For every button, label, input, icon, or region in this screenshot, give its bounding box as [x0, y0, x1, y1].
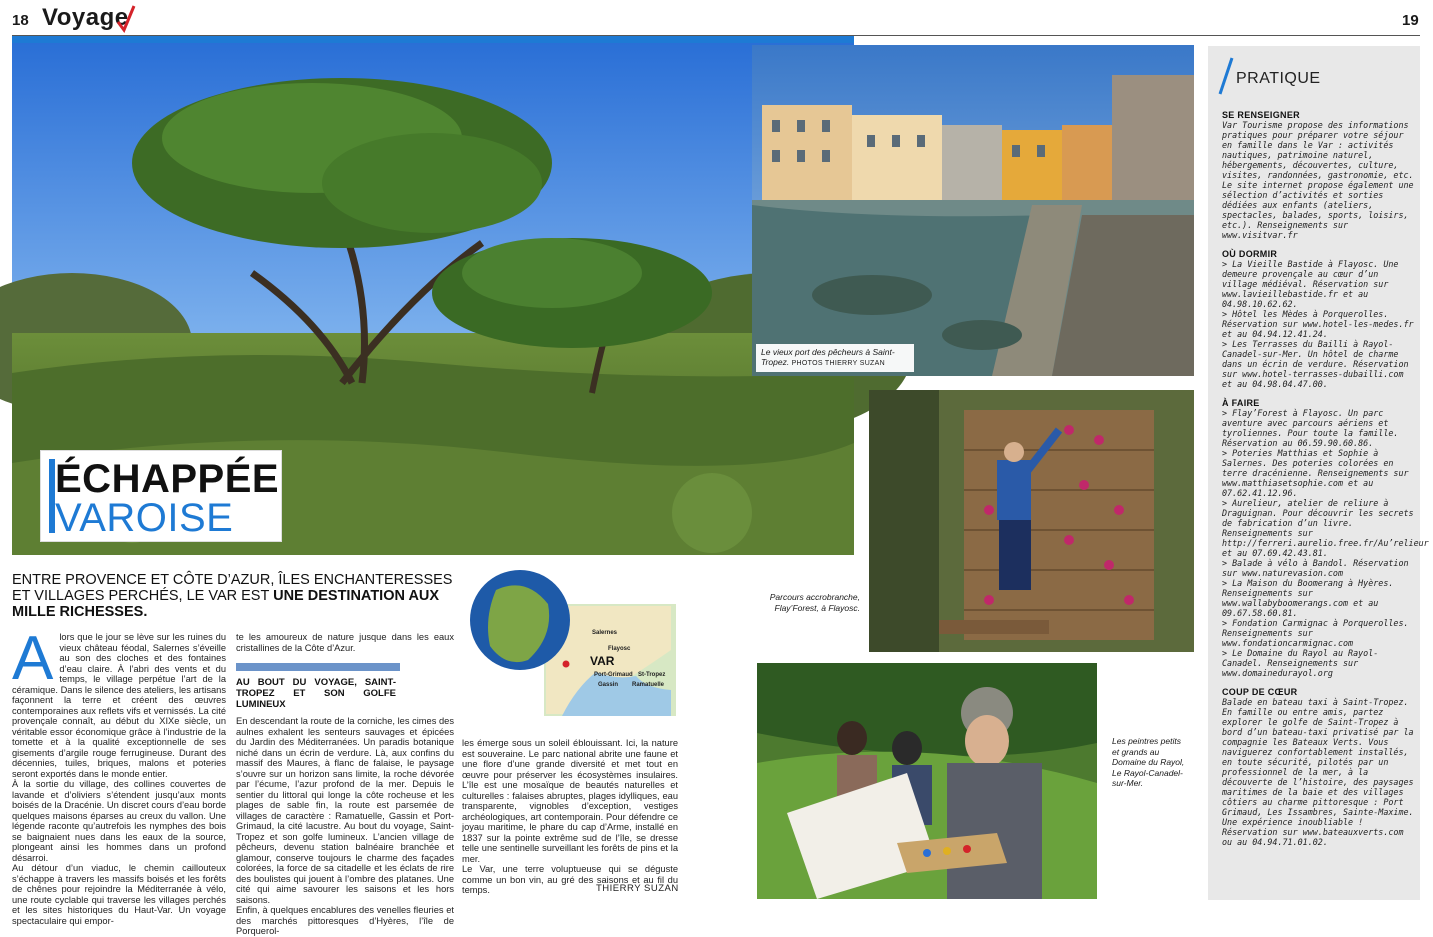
article-paragraph-4: te les amoureux de nature jusque dans les eaux cristallines de la Côte d’Azur.: [236, 632, 454, 653]
standfirst-normal: ENTRE PROVENCE ET CÔTE D’AZUR, ÎLES ENCHANTERESSES ET VILLAGES PERCHÉS, LE VAR EST: [12, 572, 453, 604]
section-text-info: Var Tourisme propose des informations pratiques pour préparer votre séjour en famille dans le Var : activités nautiques, patrimoine naturel, hébergements, découvertes, culture, visites, randonnées, gastronomie, etc. Le site internet propose également une sélection d’activités et sorties dédiées aux enfants (ateliers, spectacles, balades, sports, loisirs, etc.). Renseignements sur www.visitvar.fr: [1222, 120, 1414, 240]
article-paragraph-7: les émerge sous un soleil éblouissant. Ici, la nature est souveraine. Le parc national abrite une faune et une flore d’une grande diversité et met tout en œuvre pour préserver les écosystèmes insulaires. L’île est une mosaïque de beautés naturelles et culturelles : falaises abruptes, plages idylliques, eau transparente, vignobles d’exception, vestiges archéologiques, art contemporain. Pour défendre ce joyau maritime, le phare du cap d’Arme, installé en 1837 sur la pointe extrême sud de l’île, se dresse telle une sentinelle surveillant les forêts de pins et la mer.: [462, 738, 678, 864]
map-town-port-grimaud: Port-Grimaud: [594, 672, 633, 678]
map-town-salernes: Salernes: [592, 630, 618, 636]
drop-cap: A: [12, 624, 54, 693]
subheading: AU BOUT DU VOYAGE, SAINT-TROPEZ ET SON GOLFE LUMINEUX: [236, 677, 396, 710]
standfirst: [12, 572, 460, 620]
caption-painters: Les peintres petits et grands au Domaine du Rayol, Le Rayol-Canadel-sur-Mer.: [1112, 736, 1185, 788]
var-location-map: [466, 568, 680, 720]
caption-saint-tropez: [756, 344, 914, 372]
headline-line1: ÉCHAPPÉE: [55, 457, 280, 501]
article-paragraph-2: À la sortie du village, des collines couvertes de lavande et d’oliviers s’étendent jusqu’aux monts boisés de la Dracénie. Un discret cours d’eau borde quelques maisons éparses au creux du vallon. Une légende raconte qu’autrefois les nymphes des bois se baignaient nues dans les eaux de la source, plongeant ainsi les hommes dans un profond désarroi.: [12, 779, 226, 863]
pratique-slash-icon: [1216, 56, 1236, 96]
photo-painters: [757, 663, 1097, 899]
pratique-title: PRATIQUE: [1236, 70, 1321, 87]
caption-port-credit: PHOTOS THIERRY SUZAN: [791, 360, 885, 367]
section-text-todo: > Flay’Forest à Flayosc. Un parc aventure avec parcours aériens et tyroliennes. Pour toute la famille. Réservation au 06.59.90.60.86. > Poteries Matthias et Sophie à Salernes. Des poteries colorées en terre dracénienne. Renseignements sur www.matthiasetsophie.com et au 07.62.41.12.96. > Aurelieur, atelier de reliure à Draguignan. Pour découvrir les secrets de fabrication d’un livre. Renseignements sur http://ferreri.aurelio.free.fr/Au’relieur et au 07.69.42.43.81. > Balade à vélo à Bandol. Réservation sur www.naturevasion.com > La Maison du Boomerang à Hyères. Renseignements sur www.wallabyboomerangs.com et au 09.67.58.60.81. > Fondation Carmignac à Porquerolles. Renseignements sur www.fondationcarmignac.com > Le Domaine du Rayol au Rayol-Canadel. Renseignements sur www.domainedurayol.org: [1222, 408, 1429, 678]
article-paragraph-8: Le Var, une terre voluptueuse qui se déguste comme un bon vin, au gré des saisons et au fil du temps.: [462, 864, 678, 895]
photo-climbing-wall: [869, 390, 1194, 652]
article-paragraph-3: Au détour d’un viaduc, le chemin caillouteux s’échappe à travers les massifs boisés et les forêts de chênes pour rejoindre la Méditerranée à vélo, une route cyclable qui traverse les villages perchés et les sites historiques du Haut-Var. Un voyage spectaculaire qui empor-: [12, 863, 226, 926]
article-paragraph-5: En descendant la route de la corniche, les cimes des aulnes exhalent les senteurs sauvages et épicées du Jardin des Méditerranées. Un paradis botanique niché dans un écrin de verdure. Là, aux confins du massif des Maures, à flanc de falaise, le paysage s’ouvre sur un horizon sans limite, la roche dévorée par l’écume, l’azur profond de la mer. Depuis le sentier du littoral qui longe la côte rocheuse et les plages de sable fin, la route est parsemée de villages de caractère : Ramatuelle, Gassin et Port-Grimaud, la cité lacustre. Au bout du voyage, Saint-Tropez et son golfe lumineux. L’ancien village de pêcheurs, devenu station balnéaire branchée et glamour, conserve toujours le charme des façades colorées, la force de sa citadelle et les éclats de rire des boulistes qui jouent à l’ombre des platanes. Une cité qui aime savourer les saisons et les hors saisons.: [236, 716, 454, 905]
page-number-left: 18: [12, 12, 29, 29]
section-head-info: SE RENSEIGNER: [1222, 110, 1300, 120]
title-box: [40, 450, 282, 542]
article-paragraph-6: Enfin, à quelques encablures des venelles fleuries et des marchés pittoresques d’Hyères, l’île de Porquerol-: [236, 905, 454, 936]
brand-check-icon: [116, 4, 136, 34]
author-signature: THIERRY SUZAN: [596, 883, 679, 894]
article-paragraph-1: lors que le jour se lève sur les ruines du vieux château féodal, Salernes s’éveille au son des cloches et des fontaines d’eau claire. À l’abri des vents et du temps, le village perpétue l’art de la céramique. Dans le silence des ateliers, les artisans façonnent la terre et créent des œuvres contemporaines aux reflets vifs et vernissés. La cité provençale connaît, au début du XIXe siècle, un véritable essor économique grâce à l’industrie de la tomette et à la qualité exceptionnelle de ses gisements d’argile rouge ferrugineuse. Durant des décennies, tuiles, briques, malons et poteries seront exportés dans le monde entier.: [12, 632, 226, 779]
map-town-ramatuelle: Ramatuelle: [632, 682, 665, 688]
section-title: Voyage: [42, 4, 129, 31]
caption-climbing: Parcours accrobranche, Flay’Forest, à Flayosc.: [769, 592, 860, 613]
subhead-bar: [236, 663, 400, 671]
section-text-favorite: Balade en bateau taxi à Saint-Tropez. En famille ou entre amis, partez explorer le golfe de Saint-Tropez à bord d’un bateau-taxi privatisé par la compagnie les Bateaux Verts. Vous naviguerez confortablement installés, en toute sécurité, pilotés par un professionnel de la mer, à la découverte de l’histoire, des paysages maritimes de la baie et des villages côtiers au charme pittoresque : Port Grimaud, Les Issambres, Sainte-Maxime. Une expérience inoubliable ! Réservation sur www.bateauxverts.com ou au 04.94.71.01.02.: [1222, 697, 1414, 847]
photo-saint-tropez-port: [752, 45, 1194, 376]
article-column-2: [236, 632, 454, 936]
page-number-right: 19: [1402, 12, 1419, 29]
pratique-content: [1222, 106, 1429, 847]
standfirst-bold: UNE DESTINATION AUX MILLE RICHESSES.: [12, 588, 440, 620]
section-text-sleep: > La Vieille Bastide à Flayosc. Une demeure provençale au cœur d’un village médiéval. Réservation sur www.lavieillebastide.fr et au 04.98.10.62.62. > Hôtel les Mèdes à Porquerolles. Réservation sur www.hotel-les-medes.fr et au 04.94.12.41.24. > Les Terrasses du Bailli à Rayol-Canadel-sur-Mer. Un hôtel de charme dans un écrin de verdure. Réservation sur www.hotel-terrasses-dubailli.com et au 04.98.04.47.00.: [1222, 259, 1414, 389]
headline-line2: VAROISE: [55, 496, 234, 540]
pratique-sidebar: [1208, 46, 1429, 900]
section-head-todo: À FAIRE: [1222, 398, 1260, 408]
map-town-st-tropez: St-Tropez: [638, 672, 666, 678]
article-column-1: [12, 624, 226, 926]
caption-port-text: Le vieux port des pêcheurs à Saint-Tropez.: [761, 347, 895, 367]
header-blue-bar: [12, 36, 854, 43]
section-head-sleep: OÙ DORMIR: [1222, 249, 1278, 259]
section-head-favorite: COUP DE CŒUR: [1222, 687, 1298, 697]
map-town-gassin: Gassin: [598, 682, 619, 688]
map-town-flayosc: Flayosc: [608, 646, 631, 652]
map-region-label: VAR: [590, 654, 615, 668]
